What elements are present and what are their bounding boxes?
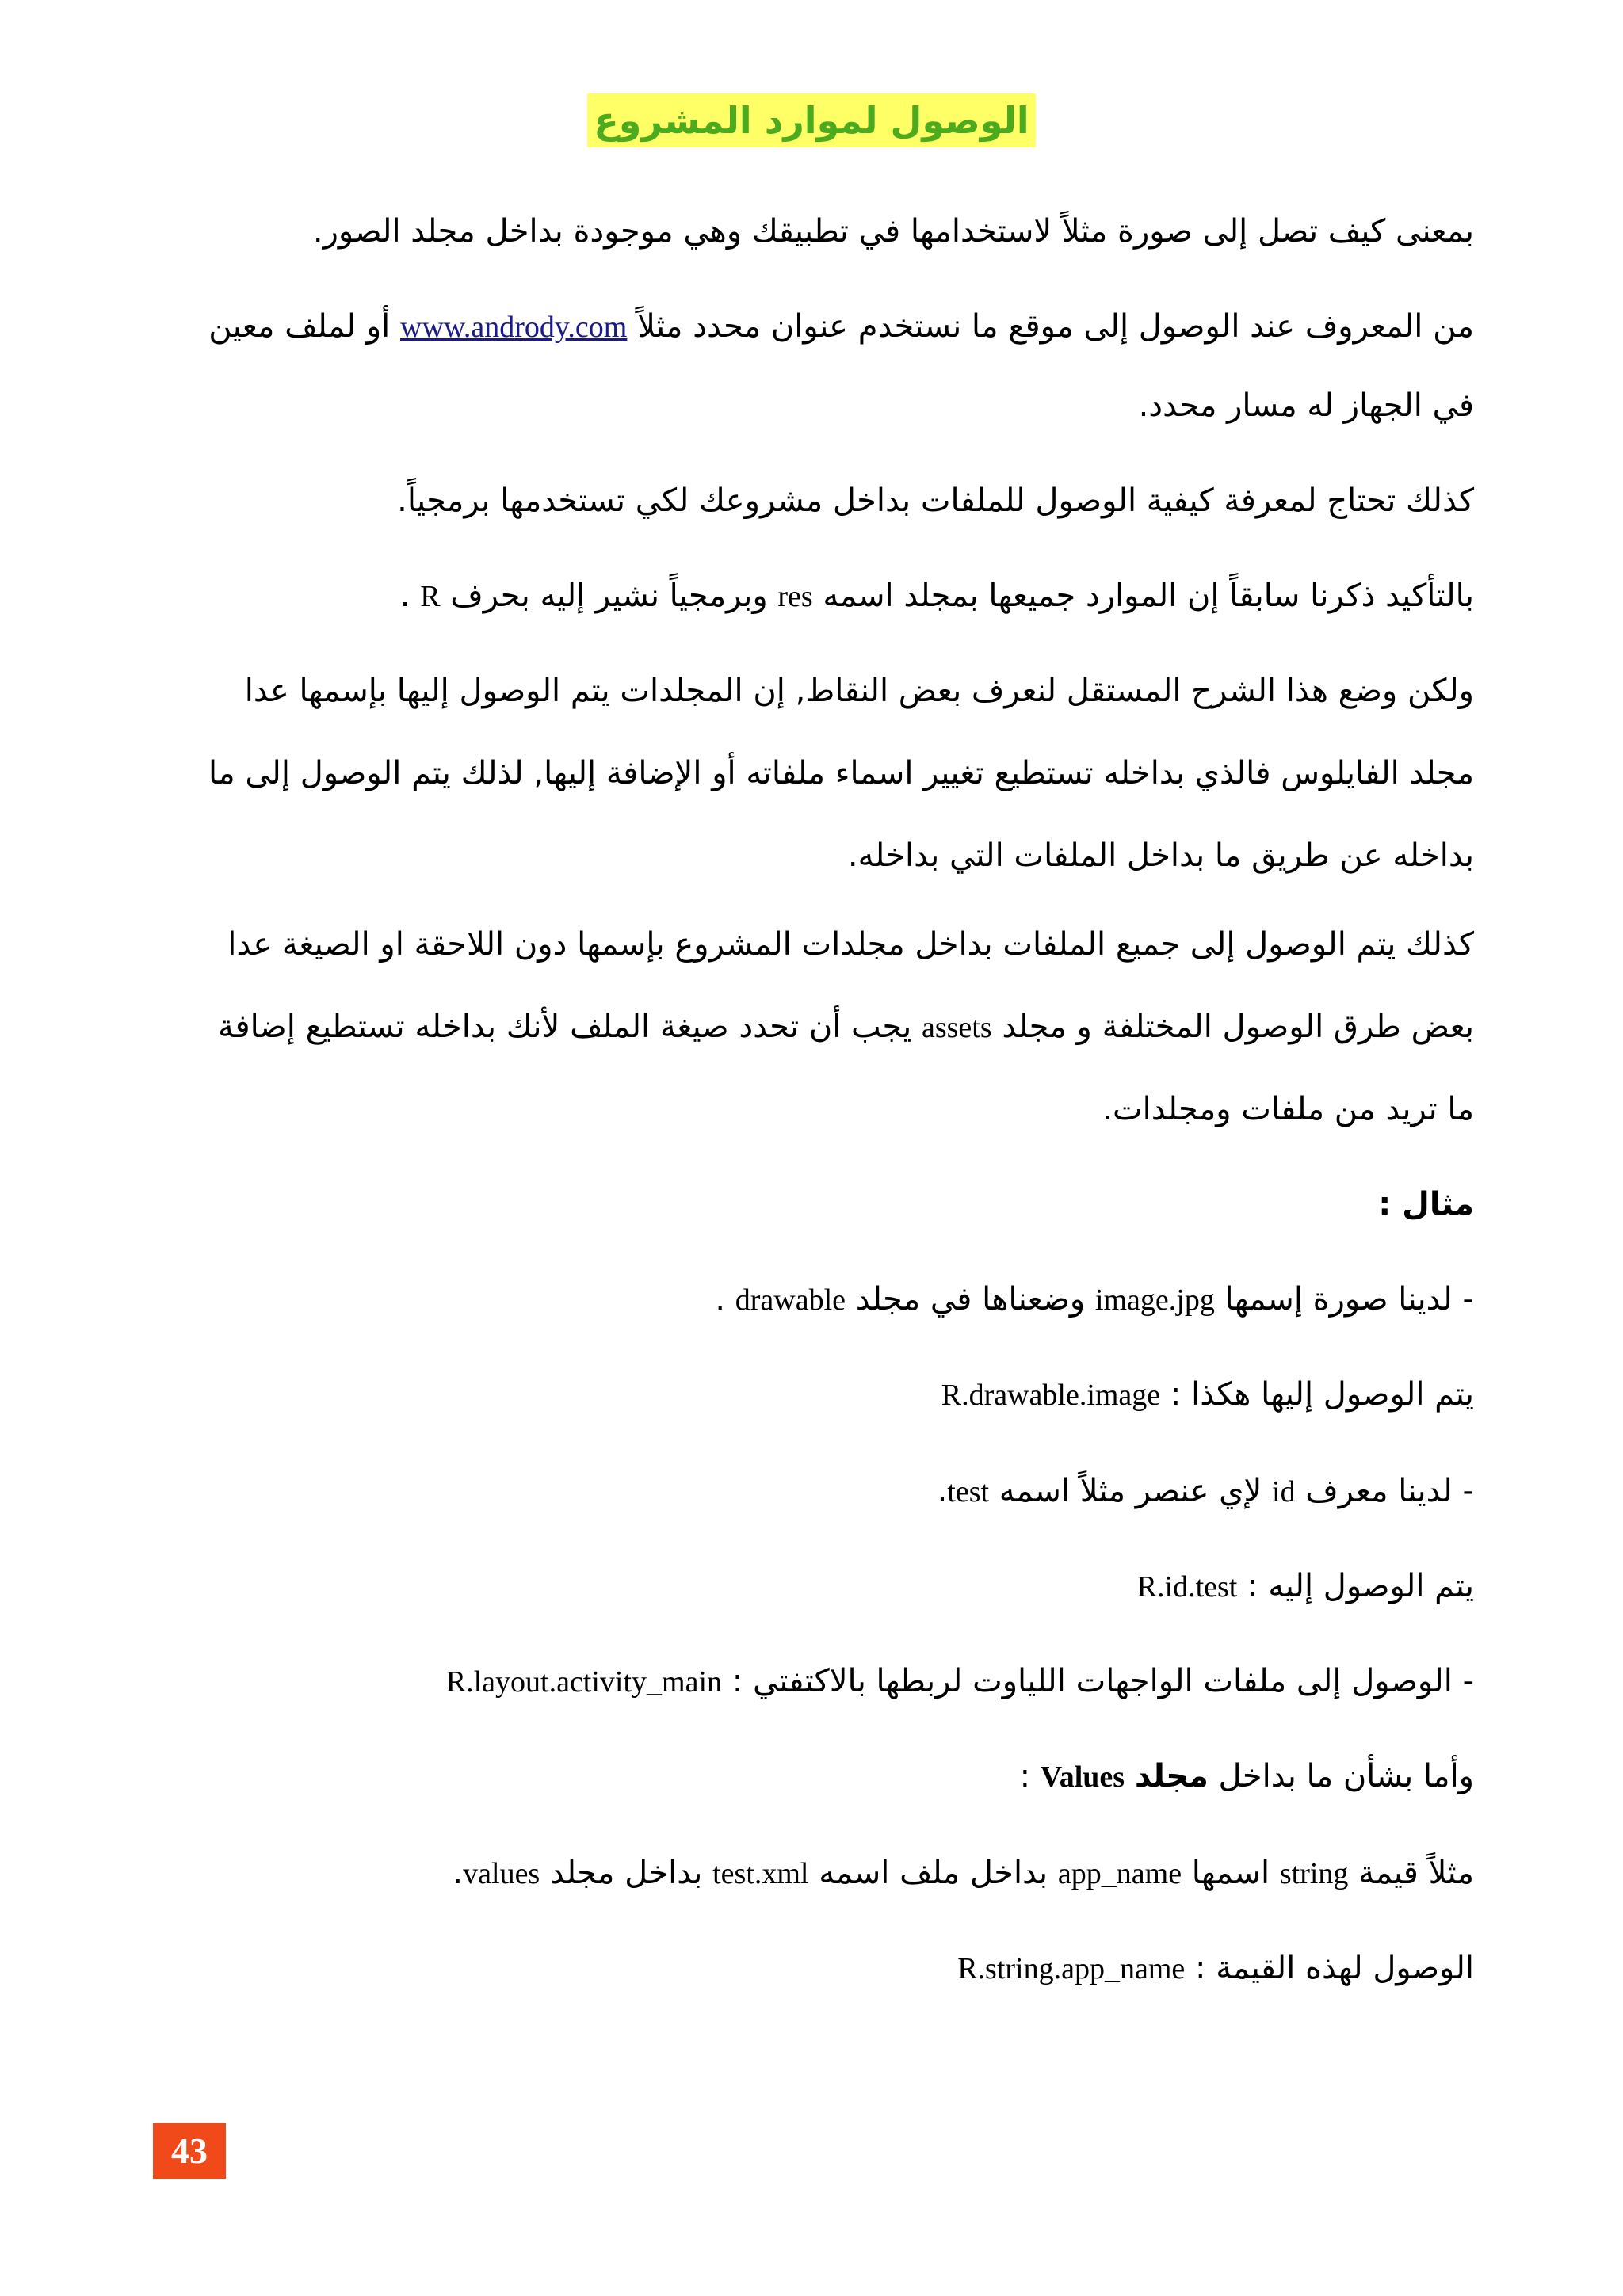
- text-segment: - الوصول إلى ملفات الواجهات اللياوت لربطها بالاكتفتي :: [722, 1663, 1474, 1699]
- values-access: [166, 1944, 1474, 1993]
- text-segment: من المعروف عند الوصول إلى موقع ما نستخدم عنوان محدد مثلاً: [627, 308, 1474, 345]
- text-segment: بداخل مجلد: [540, 1855, 713, 1891]
- paragraph-access-files: كذلك تحتاج لمعرفة كيفية الوصول للملفات بداخل مشروعك لكي تستخدمها برمجياً.: [397, 482, 1474, 519]
- text-segment: :: [1019, 1758, 1041, 1794]
- text-segment: وضعناها في مجلد: [846, 1281, 1095, 1318]
- paragraph-url-line1: [166, 303, 1474, 351]
- paragraph-folders-line1: ولكن وضع هذا الشرح المستقل لنعرف بعض النقاط, إن المجلدات يتم الوصول إليها بإسمها عدا: [244, 673, 1474, 709]
- text-segment: لإي عنصر مثلاً اسمه: [989, 1473, 1273, 1509]
- values-folder-term: values: [463, 1857, 540, 1890]
- paragraph-folders-line3: بداخله عن طريق ما بداخل الملفات التي بداخله.: [847, 837, 1474, 874]
- test-xml-term: test.xml: [712, 1857, 809, 1890]
- text-segment: مثلاً قيمة: [1348, 1855, 1474, 1891]
- code-string-app-name: R.string.app_name: [957, 1952, 1186, 1985]
- text-segment: بالتأكيد ذكرنا سابقاً إن الموارد جميعها بمجلد اسمه: [812, 578, 1474, 614]
- example-image-access: [166, 1371, 1474, 1419]
- string-term: string: [1279, 1857, 1349, 1890]
- paragraph-extensions-line2: [166, 1003, 1474, 1051]
- test-term: test: [947, 1475, 990, 1508]
- values-heading: [166, 1753, 1474, 1801]
- values-example: [166, 1849, 1474, 1897]
- assets-term: assets: [921, 1011, 992, 1044]
- example-layout: [166, 1657, 1474, 1706]
- title-wrap: [0, 93, 1623, 147]
- text-segment: بعض طرق الوصول المختلفة و مجلد: [991, 1009, 1474, 1045]
- page-number-badge: 43: [153, 2123, 226, 2179]
- text-segment: يتم الوصول إليه :: [1237, 1568, 1474, 1604]
- drawable-term: drawable: [735, 1283, 846, 1317]
- image-file-term: image.jpg: [1094, 1283, 1215, 1317]
- text-segment: أو لملف معين: [208, 308, 401, 345]
- text-segment: .: [453, 1855, 464, 1891]
- code-layout-activity-main: R.layout.activity_main: [445, 1665, 723, 1699]
- code-id-test: R.id.test: [1136, 1570, 1238, 1604]
- folder-word-bold: مجلد: [1134, 1758, 1209, 1794]
- text-segment: .: [937, 1473, 948, 1509]
- res-term: res: [777, 580, 813, 613]
- paragraph-intro: بمعنى كيف تصل إلى صورة مثلاً لاستخدامها في تطبيقك وهي موجودة بداخل مجلد الصور.: [312, 213, 1474, 250]
- id-term: id: [1272, 1475, 1296, 1508]
- text-segment: وبرمجياً نشير إليه بحرف: [440, 578, 778, 614]
- andrody-link[interactable]: www.andrody.com: [400, 311, 628, 344]
- example-id-access: [166, 1562, 1474, 1611]
- example-id: [166, 1467, 1474, 1516]
- paragraph-extensions-line1: كذلك يتم الوصول إلى جميع الملفات بداخل مجلدات المشروع بإسمها دون اللاحقة او الصيغة عدا: [227, 926, 1474, 963]
- values-term-bold: Values: [1040, 1760, 1125, 1794]
- text-segment: .: [715, 1281, 735, 1318]
- text-segment: بداخل ملف اسمه: [808, 1855, 1058, 1891]
- paragraph-extensions-line3: ما تريد من ملفات ومجلدات.: [1102, 1091, 1474, 1127]
- code-drawable-image: R.drawable.image: [941, 1379, 1161, 1412]
- app-name-term: app_name: [1057, 1857, 1182, 1890]
- paragraph-res-folder: [166, 572, 1474, 620]
- paragraph-folders-line2: مجلد الفايلوس فالذي بداخله تستطيع تغيير اسماء ملفاته أو الإضافة إليها, لذلك يتم الوصول إلى ما: [208, 755, 1474, 791]
- text-segment: .: [399, 578, 421, 614]
- example-image: [166, 1276, 1474, 1324]
- example-label: مثال :: [1378, 1186, 1474, 1222]
- text-segment: يجب أن تحدد صيغة الملف لأنك بداخله تستطيع إضافة: [218, 1009, 922, 1045]
- r-term: R: [420, 580, 441, 613]
- text-segment: وأما بشأن ما بداخل: [1208, 1758, 1474, 1794]
- paragraph-url-line2: في الجهاز له مسار محدد.: [1138, 387, 1474, 424]
- text-segment: الوصول لهذه القيمة :: [1185, 1950, 1474, 1986]
- page-title: الوصول لموارد المشروع: [587, 93, 1035, 147]
- text-segment: اسمها: [1182, 1855, 1280, 1891]
- text-segment: - لدينا صورة إسمها: [1214, 1281, 1474, 1318]
- text-segment: يتم الوصول إليها هكذا :: [1160, 1376, 1474, 1413]
- text-segment: - لدينا معرف: [1295, 1473, 1474, 1509]
